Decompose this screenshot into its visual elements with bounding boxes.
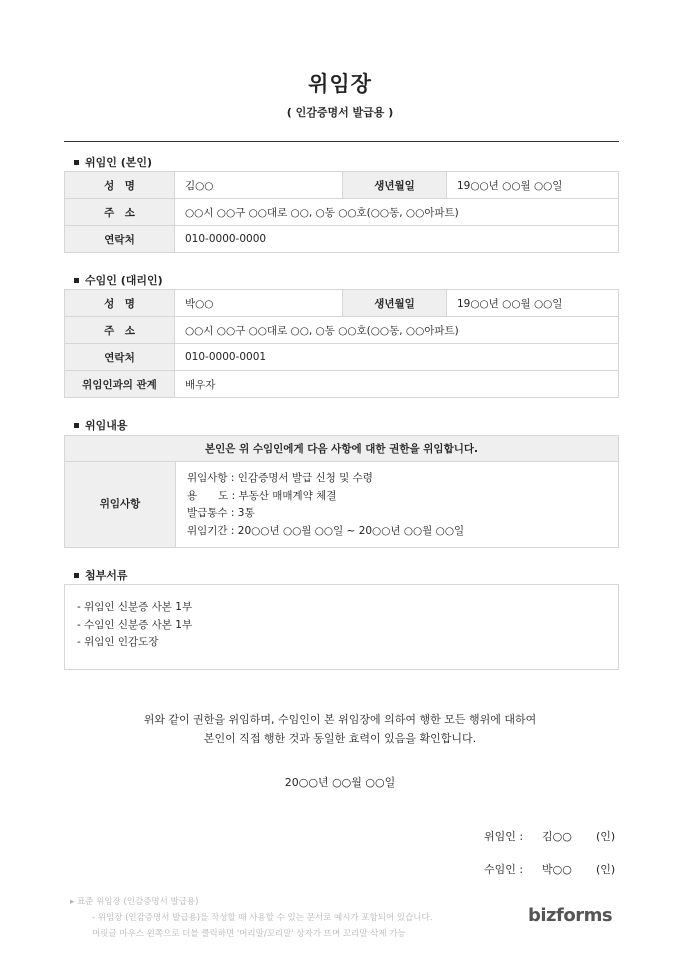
footer-note-title: ▸ 표준 위임장 (인감증명서 발급용): [70, 897, 199, 907]
square-bullet-icon: [74, 160, 79, 165]
attachments-box: [64, 584, 619, 670]
bizforms-logo: bizforms: [528, 905, 613, 926]
table-row: [65, 172, 619, 199]
name-label: 성 명: [65, 172, 175, 199]
mandate-statement: 본인은 위 수임인에게 다음 사항에 대한 권한을 위임합니다.: [64, 435, 619, 462]
signature-role: 위임인 :: [484, 830, 524, 843]
signature-seal: (인): [596, 830, 616, 843]
mandate-lines: [187, 470, 464, 540]
signature-name: 박○○: [542, 863, 572, 876]
phone-label: 연락처: [65, 226, 175, 253]
mandate-section-heading: [74, 417, 128, 433]
relation-label: 위임인과의 관계: [65, 371, 175, 398]
table-row: [65, 344, 619, 371]
attachments-heading-text: 첨부서류: [85, 569, 128, 582]
delegate-relation: 배우자: [175, 371, 619, 398]
delegate-heading-text: 수임인 (대리인): [85, 274, 163, 287]
mandate-line: 위임기간 : 20○○년 ○○월 ○○일 ~ 20○○년 ○○월 ○○일: [187, 524, 465, 537]
mandate-heading-text: 위임내용: [85, 419, 128, 432]
delegate-address: ○○시 ○○구 ○○대로 ○○, ○동 ○○호(○○동, ○○아파트): [175, 317, 619, 344]
signature-name: 김○○: [542, 830, 572, 843]
delegator-signature: [484, 828, 615, 844]
square-bullet-icon: [74, 423, 79, 428]
list-item: - 위임인 인감도장: [77, 636, 159, 648]
confirmation-paragraph: [0, 710, 680, 748]
mandate-line: 위임사항 : 인감증명서 발급 신청 및 수령: [187, 472, 373, 484]
mandate-details: [64, 461, 619, 548]
table-row: [65, 199, 619, 226]
signature-seal: (인): [596, 863, 616, 876]
delegator-name: 김○○: [175, 172, 343, 199]
phone-label: 연락처: [65, 344, 175, 371]
list-item: - 수임인 신분증 사본 1부: [77, 618, 193, 631]
confirmation-line: 위와 같이 권한을 위임하며, 수임인이 본 위임장에 의하여 행한 모든 행위에 대하여: [143, 713, 537, 726]
address-label: 주 소: [65, 317, 175, 344]
signature-role: 수임인 :: [484, 863, 524, 876]
mandate-label: 위임사항: [65, 462, 176, 547]
document-subtitle: ( 인감증명서 발급용 ): [286, 106, 394, 119]
delegator-phone: 010-0000-0000: [175, 226, 619, 253]
table-row: [65, 371, 619, 398]
birth-label: 생년월일: [343, 290, 447, 317]
document-date: 20○○년 ○○월 ○○일: [284, 776, 396, 789]
table-row: [65, 317, 619, 344]
document-title: 위임장: [308, 72, 372, 96]
table-row: [65, 290, 619, 317]
delegator-birth: 19○○년 ○○월 ○○일: [447, 172, 619, 199]
delegator-table: [64, 171, 619, 253]
footer-note-line: - 위임장 (인감증명서 발급용)을 작성할 때 사용할 수 있는 문서로 예시가 포함되어 있습니다.: [92, 913, 433, 923]
square-bullet-icon: [74, 573, 79, 578]
delegate-birth: 19○○년 ○○월 ○○일: [447, 290, 619, 317]
address-label: 주 소: [65, 199, 175, 226]
delegate-section-heading: [74, 272, 163, 288]
mandate-line: 용 도 : 부동산 매매계약 체결: [187, 489, 337, 502]
table-row: [65, 226, 619, 253]
list-item: - 위임인 신분증 사본 1부: [77, 601, 193, 613]
mandate-line: 발급통수 : 3통: [187, 507, 255, 519]
name-label: 성 명: [65, 290, 175, 317]
delegator-section-heading: [74, 154, 152, 170]
confirmation-line: 본인이 직접 행한 것과 동일한 효력이 있음을 확인합니다.: [203, 732, 477, 745]
title-divider: [64, 141, 619, 142]
delegator-heading-text: 위임인 (본인): [85, 156, 153, 169]
delegate-name: 박○○: [175, 290, 343, 317]
square-bullet-icon: [74, 278, 79, 283]
attachments-section-heading: [74, 567, 128, 583]
delegator-address: ○○시 ○○구 ○○대로 ○○, ○동 ○○호(○○동, ○○아파트): [175, 199, 619, 226]
delegate-phone: 010-0000-0001: [175, 344, 619, 371]
delegate-signature: [484, 861, 615, 877]
footer-note-line: 머릿글 마우스 왼쪽으로 더블 클릭하면 '머리말/꼬리말' 상자가 뜨며 꼬리말 삭제 가능: [92, 929, 406, 939]
delegate-table: [64, 289, 619, 398]
birth-label: 생년월일: [343, 172, 447, 199]
